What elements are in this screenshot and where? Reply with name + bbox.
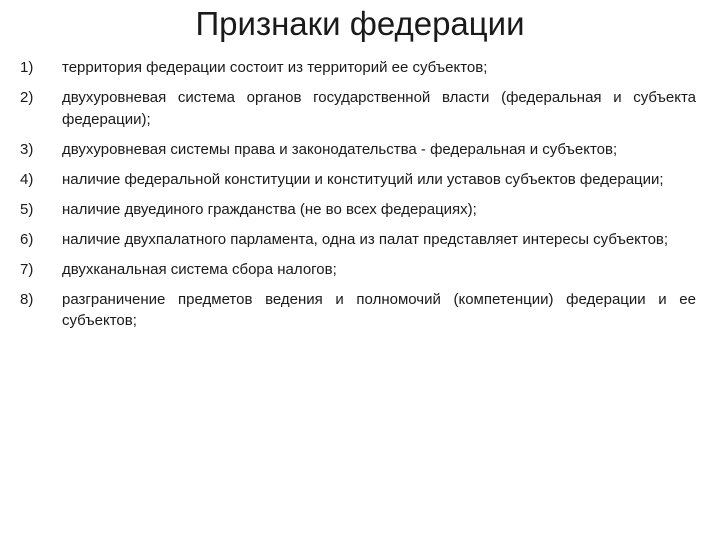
list-item-number: 3) <box>20 140 34 158</box>
list-item <box>20 229 696 251</box>
list-item-number: 7) <box>20 260 34 278</box>
slide-title: Признаки федерации <box>195 5 525 42</box>
list-item-number: 1) <box>20 59 34 76</box>
list-item <box>20 169 696 191</box>
list-item-text: двухуровневая система органов государственной власти (федеральная и субъекта федерации); <box>62 89 696 128</box>
list-item-text: наличие двуединого гражданства (не во всех федерациях); <box>62 200 477 218</box>
list-item-number: 5) <box>20 200 34 218</box>
list-item <box>20 57 696 79</box>
list-item-text: двухуровневая системы права и законодательства - федеральная и субъектов; <box>62 140 618 158</box>
list-item <box>20 199 696 221</box>
list-item-number: 2) <box>20 89 34 106</box>
list-item-text: наличие двухпалатного парламента, одна из палат представляет интересы субъектов; <box>62 230 669 248</box>
list-item-number: 6) <box>20 230 34 248</box>
list-item <box>20 259 696 281</box>
list-item-text: наличие федеральной конституции и конституций или уставов субъектов федерации; <box>62 170 664 188</box>
list-item <box>20 87 696 130</box>
list-item <box>20 289 696 332</box>
list-item-text: территория федерации состоит из территорий ее субъектов; <box>62 59 488 76</box>
list-item-text: разграничение предметов ведения и полномочий (компетенции) федерации и ее субъектов; <box>62 290 696 329</box>
list-item <box>20 139 696 161</box>
list-item-number: 8) <box>20 290 34 308</box>
features-list <box>20 57 696 340</box>
list-item-number: 4) <box>20 170 34 188</box>
list-item-text: двухканальная система сбора налогов; <box>62 260 337 278</box>
